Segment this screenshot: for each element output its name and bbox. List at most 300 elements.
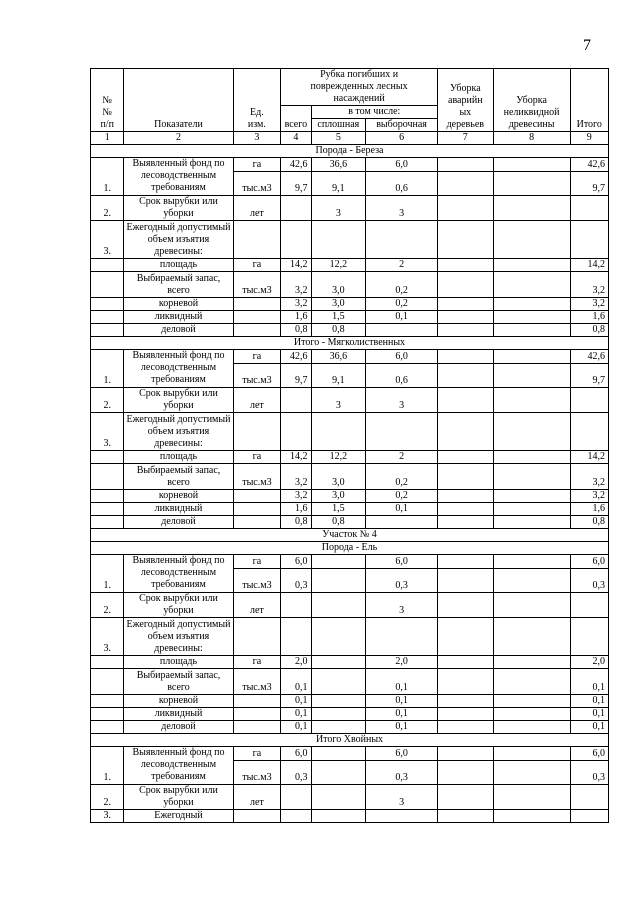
row-number: 1. <box>91 747 124 785</box>
value-itogo <box>570 593 609 618</box>
value-emergency <box>437 350 493 364</box>
value-selective: 0,1 <box>366 503 438 516</box>
value-solid <box>311 747 366 761</box>
value-itogo: 1,6 <box>570 503 609 516</box>
header-group: Рубка погибших и поврежденных лесных насаждений <box>281 69 438 106</box>
value-solid: 3,0 <box>311 464 366 490</box>
row-number <box>91 503 124 516</box>
liquid-row <box>91 708 609 721</box>
value-solid <box>311 761 366 785</box>
column-number-row <box>91 132 609 145</box>
value-itogo: 42,6 <box>570 350 609 364</box>
value-selective: 2,0 <box>366 656 438 669</box>
business-row <box>91 324 609 337</box>
row-number: 2. <box>91 593 124 618</box>
value-selective: 2 <box>366 451 438 464</box>
empty-cell <box>311 810 366 823</box>
empty-cell <box>233 413 281 451</box>
indicator-label: ликвидный <box>124 503 233 516</box>
area-row <box>91 451 609 464</box>
business-row <box>91 721 609 734</box>
indicator-label: корневой <box>124 695 233 708</box>
empty-cell <box>281 618 311 656</box>
unit-cell <box>233 721 281 734</box>
area-row <box>91 656 609 669</box>
value-solid: 12,2 <box>311 451 366 464</box>
column-number-cell: 2 <box>124 132 233 145</box>
value-solid <box>311 656 366 669</box>
indicator-label: корневой <box>124 490 233 503</box>
value-selective: 0,2 <box>366 272 438 298</box>
value-selective <box>366 324 438 337</box>
value-total: 0,3 <box>281 761 311 785</box>
row-number: 3. <box>91 618 124 656</box>
value-total: 3,2 <box>281 490 311 503</box>
value-solid <box>311 708 366 721</box>
indicator-label: Ежегодный допустимый объем изъятия древесины: <box>124 618 233 656</box>
empty-cell <box>281 810 311 823</box>
value-total <box>281 196 311 221</box>
value-nonliquid <box>493 196 570 221</box>
header-solid: сплошная <box>311 119 366 132</box>
value-total: 9,7 <box>281 364 311 388</box>
value-nonliquid <box>493 785 570 810</box>
value-solid: 12,2 <box>311 259 366 272</box>
indicator-label: Выявленный фонд по лесоводственным требованиям <box>124 350 233 388</box>
term-row <box>91 388 609 413</box>
column-number-cell: 4 <box>281 132 311 145</box>
value-total: 0,1 <box>281 669 311 695</box>
value-emergency <box>437 747 493 761</box>
row-number: 3. <box>91 413 124 451</box>
indicator-label: Выявленный фонд по лесоводственным требованиям <box>124 158 233 196</box>
row-number: 2. <box>91 388 124 413</box>
value-itogo <box>570 785 609 810</box>
value-solid <box>311 669 366 695</box>
root-row <box>91 695 609 708</box>
forest-report-table <box>90 68 609 823</box>
value-selective: 0,1 <box>366 708 438 721</box>
indicator-label: деловой <box>124 721 233 734</box>
value-emergency <box>437 259 493 272</box>
value-nonliquid <box>493 761 570 785</box>
row-number: 3. <box>91 810 124 823</box>
empty-cell <box>570 413 609 451</box>
indicator-label: ликвидный <box>124 708 233 721</box>
value-itogo: 3,2 <box>570 464 609 490</box>
section-title: Порода - Ель <box>91 542 609 555</box>
unit-cell: тыс.м3 <box>233 172 281 196</box>
unit-cell: га <box>233 451 281 464</box>
value-emergency <box>437 311 493 324</box>
root-row <box>91 490 609 503</box>
value-selective: 0,2 <box>366 298 438 311</box>
header-nonliquid: Уборка неликвидной древесины <box>493 69 570 132</box>
unit-cell: га <box>233 350 281 364</box>
value-solid <box>311 555 366 569</box>
section-title: Порода - Береза <box>91 145 609 158</box>
value-emergency <box>437 503 493 516</box>
row-number <box>91 464 124 490</box>
value-solid <box>311 695 366 708</box>
empty-cell <box>311 413 366 451</box>
value-solid: 3 <box>311 388 366 413</box>
unit-cell: га <box>233 656 281 669</box>
value-total: 6,0 <box>281 555 311 569</box>
value-solid: 3,0 <box>311 272 366 298</box>
term-row <box>91 593 609 618</box>
unit-cell: лет <box>233 388 281 413</box>
term-row <box>91 785 609 810</box>
value-itogo <box>570 196 609 221</box>
value-nonliquid <box>493 350 570 364</box>
section-row <box>91 145 609 158</box>
value-nonliquid <box>493 695 570 708</box>
empty-cell <box>233 221 281 259</box>
fund-row <box>91 747 609 761</box>
fund-row <box>91 350 609 364</box>
allow-row <box>91 413 609 451</box>
value-emergency <box>437 364 493 388</box>
value-emergency <box>437 388 493 413</box>
indicator-label: ликвидный <box>124 311 233 324</box>
value-total: 3,2 <box>281 272 311 298</box>
value-emergency <box>437 490 493 503</box>
value-emergency <box>437 158 493 172</box>
value-emergency <box>437 708 493 721</box>
row-number <box>91 708 124 721</box>
row-number <box>91 516 124 529</box>
empty-cell <box>437 413 493 451</box>
value-total: 14,2 <box>281 451 311 464</box>
column-number-cell: 3 <box>233 132 281 145</box>
value-nonliquid <box>493 708 570 721</box>
row-number: 1. <box>91 555 124 593</box>
value-nonliquid <box>493 172 570 196</box>
section-row <box>91 337 609 350</box>
value-nonliquid <box>493 259 570 272</box>
allow-row <box>91 618 609 656</box>
value-selective: 0,6 <box>366 364 438 388</box>
section-row <box>91 542 609 555</box>
header-including: в том числе: <box>311 106 437 119</box>
section-title: Итого - Мягколиственных <box>91 337 609 350</box>
row-number <box>91 695 124 708</box>
value-total: 0,1 <box>281 708 311 721</box>
value-solid: 9,1 <box>311 364 366 388</box>
value-selective: 0,1 <box>366 721 438 734</box>
value-emergency <box>437 272 493 298</box>
row-number: 1. <box>91 350 124 388</box>
empty-cell <box>437 221 493 259</box>
section-title: Участок № 4 <box>91 529 609 542</box>
value-emergency <box>437 695 493 708</box>
row-number: 3. <box>91 221 124 259</box>
value-nonliquid <box>493 311 570 324</box>
value-solid: 1,5 <box>311 503 366 516</box>
value-selective: 0,6 <box>366 172 438 196</box>
unit-cell: лет <box>233 196 281 221</box>
empty-cell <box>366 413 438 451</box>
empty-cell <box>366 618 438 656</box>
section-row <box>91 734 609 747</box>
value-total: 2,0 <box>281 656 311 669</box>
indicator-label: площадь <box>124 451 233 464</box>
value-itogo: 14,2 <box>570 451 609 464</box>
value-solid: 3,0 <box>311 298 366 311</box>
unit-cell: га <box>233 158 281 172</box>
value-solid: 3 <box>311 196 366 221</box>
value-itogo: 6,0 <box>570 747 609 761</box>
value-solid: 1,5 <box>311 311 366 324</box>
value-total: 6,0 <box>281 747 311 761</box>
allow-row <box>91 810 609 823</box>
unit-cell <box>233 503 281 516</box>
value-nonliquid <box>493 451 570 464</box>
indicator-label: корневой <box>124 298 233 311</box>
value-total: 3,2 <box>281 464 311 490</box>
empty-cell <box>570 810 609 823</box>
value-itogo: 9,7 <box>570 364 609 388</box>
term-row <box>91 196 609 221</box>
value-nonliquid <box>493 324 570 337</box>
stock-row <box>91 464 609 490</box>
value-itogo: 0,1 <box>570 708 609 721</box>
indicator-label: Ежегодный допустимый объем изъятия древесины: <box>124 413 233 451</box>
value-nonliquid <box>493 593 570 618</box>
value-nonliquid <box>493 656 570 669</box>
value-solid: 9,1 <box>311 172 366 196</box>
unit-cell <box>233 695 281 708</box>
unit-cell: тыс.м3 <box>233 669 281 695</box>
value-emergency <box>437 451 493 464</box>
empty-cell <box>311 618 366 656</box>
business-row <box>91 516 609 529</box>
empty-cell <box>493 618 570 656</box>
column-number-cell: 8 <box>493 132 570 145</box>
value-total: 1,6 <box>281 311 311 324</box>
value-nonliquid <box>493 721 570 734</box>
value-emergency <box>437 569 493 593</box>
indicator-label: площадь <box>124 259 233 272</box>
unit-cell: лет <box>233 593 281 618</box>
value-selective: 3 <box>366 196 438 221</box>
value-total: 0,8 <box>281 324 311 337</box>
value-solid: 0,8 <box>311 324 366 337</box>
table-body <box>91 69 609 823</box>
value-nonliquid <box>493 298 570 311</box>
value-nonliquid <box>493 569 570 593</box>
value-emergency <box>437 761 493 785</box>
indicator-label: Ежегодный допустимый объем изъятия древесины: <box>124 221 233 259</box>
indicator-label: Выбираемый запас, всего <box>124 464 233 490</box>
value-selective: 0,2 <box>366 464 438 490</box>
value-total: 0,1 <box>281 695 311 708</box>
header-indicator: Показатели <box>124 69 233 132</box>
liquid-row <box>91 503 609 516</box>
section-title: Итого Хвойных <box>91 734 609 747</box>
value-itogo: 2,0 <box>570 656 609 669</box>
header-itogo: Итого <box>570 69 609 132</box>
value-solid: 3,0 <box>311 490 366 503</box>
value-emergency <box>437 721 493 734</box>
section-row <box>91 529 609 542</box>
value-itogo: 0,1 <box>570 721 609 734</box>
value-emergency <box>437 555 493 569</box>
unit-cell: га <box>233 259 281 272</box>
row-number: 1. <box>91 158 124 196</box>
value-itogo: 3,2 <box>570 490 609 503</box>
unit-cell <box>233 490 281 503</box>
row-number: 2. <box>91 785 124 810</box>
unit-cell <box>233 311 281 324</box>
value-emergency <box>437 785 493 810</box>
row-number: 2. <box>91 196 124 221</box>
row-number <box>91 656 124 669</box>
value-itogo: 6,0 <box>570 555 609 569</box>
value-itogo <box>570 388 609 413</box>
stock-row <box>91 272 609 298</box>
empty-cell <box>493 413 570 451</box>
indicator-label: деловой <box>124 324 233 337</box>
value-nonliquid <box>493 464 570 490</box>
empty-cell <box>233 618 281 656</box>
header-selective: выборочная <box>366 119 438 132</box>
value-selective: 0,1 <box>366 695 438 708</box>
allow-row <box>91 221 609 259</box>
indicator-label: Срок вырубки или уборки <box>124 785 233 810</box>
indicator-label: Выбираемый запас, всего <box>124 272 233 298</box>
value-selective: 0,1 <box>366 669 438 695</box>
row-number <box>91 298 124 311</box>
empty-cell <box>493 221 570 259</box>
value-selective: 6,0 <box>366 555 438 569</box>
value-total: 0,1 <box>281 721 311 734</box>
unit-cell: лет <box>233 785 281 810</box>
column-number-cell: 9 <box>570 132 609 145</box>
indicator-label: Срок вырубки или уборки <box>124 593 233 618</box>
empty-cell <box>233 810 281 823</box>
value-total <box>281 593 311 618</box>
value-emergency <box>437 464 493 490</box>
header-num: № № п/п <box>91 69 124 132</box>
indicator-label: Выявленный фонд по лесоводственным требованиям <box>124 555 233 593</box>
empty-cell <box>437 810 493 823</box>
value-emergency <box>437 196 493 221</box>
value-nonliquid <box>493 747 570 761</box>
row-number <box>91 490 124 503</box>
empty-cell <box>437 618 493 656</box>
value-total: 0,8 <box>281 516 311 529</box>
value-itogo: 42,6 <box>570 158 609 172</box>
value-total <box>281 785 311 810</box>
value-nonliquid <box>493 272 570 298</box>
value-nonliquid <box>493 555 570 569</box>
header-emergency: Уборка аварийн ых деревьев <box>437 69 493 132</box>
value-itogo: 3,2 <box>570 298 609 311</box>
value-itogo: 0,8 <box>570 324 609 337</box>
value-total: 42,6 <box>281 350 311 364</box>
value-nonliquid <box>493 490 570 503</box>
value-total: 3,2 <box>281 298 311 311</box>
value-solid <box>311 785 366 810</box>
value-itogo: 9,7 <box>570 172 609 196</box>
column-number-cell: 6 <box>366 132 438 145</box>
value-itogo: 0,1 <box>570 695 609 708</box>
value-emergency <box>437 593 493 618</box>
row-number <box>91 259 124 272</box>
unit-cell: га <box>233 555 281 569</box>
value-emergency <box>437 324 493 337</box>
value-itogo: 0,8 <box>570 516 609 529</box>
value-solid <box>311 721 366 734</box>
liquid-row <box>91 311 609 324</box>
value-total: 42,6 <box>281 158 311 172</box>
row-number <box>91 324 124 337</box>
value-selective: 3 <box>366 593 438 618</box>
value-selective: 0,2 <box>366 490 438 503</box>
header-total: всего <box>281 106 311 132</box>
page-number: 7 <box>583 37 591 54</box>
value-nonliquid <box>493 388 570 413</box>
value-selective: 0,3 <box>366 761 438 785</box>
empty-cell <box>570 618 609 656</box>
value-selective <box>366 516 438 529</box>
row-number <box>91 311 124 324</box>
row-number <box>91 451 124 464</box>
value-solid: 36,6 <box>311 350 366 364</box>
empty-cell <box>570 221 609 259</box>
indicator-label: Ежегодный <box>124 810 233 823</box>
empty-cell <box>281 221 311 259</box>
value-total: 0,3 <box>281 569 311 593</box>
value-nonliquid <box>493 364 570 388</box>
value-nonliquid <box>493 516 570 529</box>
value-selective: 6,0 <box>366 747 438 761</box>
fund-row <box>91 158 609 172</box>
value-selective: 2 <box>366 259 438 272</box>
unit-cell: тыс.м3 <box>233 272 281 298</box>
unit-cell: тыс.м3 <box>233 569 281 593</box>
unit-cell: га <box>233 747 281 761</box>
indicator-label: Выбираемый запас, всего <box>124 669 233 695</box>
empty-cell <box>366 221 438 259</box>
indicator-label: деловой <box>124 516 233 529</box>
value-emergency <box>437 298 493 311</box>
value-total: 1,6 <box>281 503 311 516</box>
value-solid <box>311 569 366 593</box>
unit-cell: тыс.м3 <box>233 761 281 785</box>
indicator-label: площадь <box>124 656 233 669</box>
value-emergency <box>437 516 493 529</box>
unit-cell <box>233 708 281 721</box>
value-emergency <box>437 656 493 669</box>
value-itogo: 14,2 <box>570 259 609 272</box>
stock-row <box>91 669 609 695</box>
fund-row <box>91 555 609 569</box>
value-total: 14,2 <box>281 259 311 272</box>
value-nonliquid <box>493 158 570 172</box>
value-itogo: 0,3 <box>570 569 609 593</box>
value-itogo: 1,6 <box>570 311 609 324</box>
value-emergency <box>437 669 493 695</box>
column-number-cell: 7 <box>437 132 493 145</box>
value-itogo: 3,2 <box>570 272 609 298</box>
value-nonliquid <box>493 503 570 516</box>
unit-cell: тыс.м3 <box>233 464 281 490</box>
column-number-cell: 1 <box>91 132 124 145</box>
unit-cell <box>233 324 281 337</box>
